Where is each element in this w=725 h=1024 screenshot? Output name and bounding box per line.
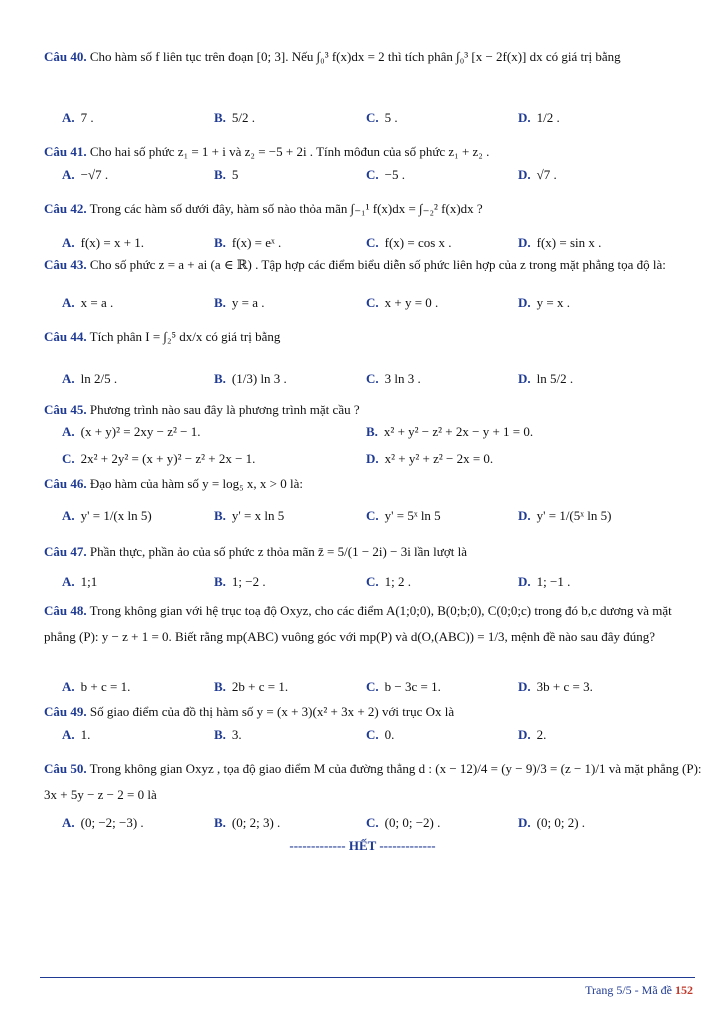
options-49	[62, 727, 705, 745]
question-label: Câu 44.	[44, 329, 87, 344]
option-d: D. (0; 0; 2) .	[518, 815, 586, 830]
question-45	[44, 401, 705, 419]
option-c: C. (0; 0; −2) .	[366, 815, 441, 830]
option-a: A. ln 2/5 .	[62, 371, 118, 386]
option-d: D. x² + y² + z² − 2x = 0.	[366, 451, 494, 466]
question-text: Trong không gian với hệ trục toạ độ Oxyz, cho các điểm A(1;0;0), B(0;b;0), C(0;0;c) trong đó b,c dương và mặt phẳng (P): y − z + 1 = 0. Biết rằng mp(ABC) vuông góc với mp(P) và d(O,(ABC)) = 1/3, mệnh đề nào sau đây đúng?	[44, 603, 672, 644]
page-footer	[585, 983, 693, 998]
option-c: C. 5 .	[366, 110, 398, 125]
question-label: Câu 49.	[44, 704, 87, 719]
option-c: C. 2x² + 2y² = (x + y)² − z² + 2x − 1.	[62, 451, 256, 466]
option-b: B. 1; −2 .	[214, 574, 266, 589]
option-d: D. 1/2 .	[518, 110, 560, 125]
question-47	[44, 543, 705, 561]
options-41	[62, 167, 705, 185]
option-b: B. 2b + c = 1.	[214, 679, 289, 694]
options-48	[62, 679, 705, 697]
options-45-row1	[62, 424, 705, 442]
option-b: B. 5/2 .	[214, 110, 256, 125]
options-44	[62, 371, 705, 389]
option-a: A. f(x) = x + 1.	[62, 235, 145, 250]
question-label: Câu 50.	[44, 761, 87, 776]
question-46	[44, 475, 705, 493]
options-45-row2	[62, 451, 705, 469]
options-42	[62, 235, 705, 253]
footer-divider	[40, 977, 695, 978]
question-text: Trong các hàm số dưới đây, hàm số nào thỏa mãn ∫₋₁¹ f(x)dx = ∫₋₂² f(x)dx ?	[89, 201, 483, 216]
option-b: B. y = a .	[214, 295, 265, 310]
option-a: A. 1.	[62, 727, 91, 742]
option-c: C. 3 ln 3 .	[366, 371, 421, 386]
question-text: Số giao điểm của đồ thị hàm số y = (x + 3)(x² + 3x + 2) với trục Ox là	[89, 704, 455, 719]
option-b: B. x² + y² − z² + 2x − y + 1 = 0.	[366, 424, 534, 439]
option-a: A. x = a .	[62, 295, 114, 310]
question-text: Đạo hàm của hàm số y = log₅ x, x > 0 là:	[89, 476, 303, 491]
question-label: Câu 40.	[44, 49, 87, 64]
options-40	[62, 110, 705, 128]
option-a: A. −√7 .	[62, 167, 109, 182]
question-text: Cho số phức z = a + ai (a ∈ ℝ) . Tập hợp các điểm biểu diễn số phức liên hợp của z trong mặt phẳng tọa độ là:	[89, 257, 666, 272]
option-b: B. 5	[214, 167, 239, 182]
option-b: B. y' = x ln 5	[214, 508, 285, 523]
end-marker: ------------- HẾT -------------	[289, 838, 436, 853]
question-label: Câu 42.	[44, 201, 87, 216]
option-d: D. f(x) = sin x .	[518, 235, 602, 250]
option-b: B. (1/3) ln 3 .	[214, 371, 287, 386]
options-43	[62, 295, 705, 313]
option-c: C. x + y = 0 .	[366, 295, 439, 310]
question-label: Câu 46.	[44, 476, 87, 491]
option-a: A. 1;1	[62, 574, 98, 589]
question-text: Trong không gian Oxyz , tọa độ giao điểm M của đường thẳng d : (x − 12)/4 = (y − 9)/3 = (z − 1)/1 và mặt phẳng (P): 3x + 5y − z − 2 = 0 là	[44, 761, 702, 802]
options-47	[62, 574, 705, 592]
option-d: D. √7 .	[518, 167, 557, 182]
option-b: B. 3.	[214, 727, 242, 742]
question-text: Phần thực, phần ảo của số phức z thỏa mãn z̄ = 5/(1 − 2i) − 3i lần lượt là	[89, 544, 467, 559]
option-a: A. b + c = 1.	[62, 679, 131, 694]
option-b: B. f(x) = eˣ .	[214, 235, 282, 250]
option-b: B. (0; 2; 3) .	[214, 815, 281, 830]
page-number: Trang 5/5 - Mã đề	[585, 983, 672, 997]
option-d: D. y = x .	[518, 295, 570, 310]
question-label: Câu 47.	[44, 544, 87, 559]
question-44	[44, 328, 705, 346]
option-d: D. 2.	[518, 727, 547, 742]
option-c: C. 1; 2 .	[366, 574, 412, 589]
option-d: D. y' = 1/(5ˣ ln 5)	[518, 508, 612, 523]
option-c: C. f(x) = cos x .	[366, 235, 452, 250]
question-50	[44, 756, 705, 808]
question-label: Câu 43.	[44, 257, 87, 272]
option-a: A. y' = 1/(x ln 5)	[62, 508, 152, 523]
option-d: D. ln 5/2 .	[518, 371, 574, 386]
question-43	[44, 256, 705, 274]
option-a: A. 7 .	[62, 110, 94, 125]
question-40	[44, 48, 705, 66]
options-46	[62, 508, 705, 526]
question-41	[44, 143, 705, 161]
option-c: C. b − 3c = 1.	[366, 679, 441, 694]
question-text: Tích phân I = ∫₂⁵ dx/x có giá trị bằng	[89, 329, 281, 344]
question-text: Cho hai số phức z₁ = 1 + i và z₂ = −5 + 2i . Tính môđun của số phức z₁ + z₂ .	[89, 144, 490, 159]
option-c: C. y' = 5ˣ ln 5	[366, 508, 441, 523]
question-text: Cho hàm số f liên tục trên đoạn [0; 3]. Nếu ∫₀³ f(x)dx = 2 thì tích phân ∫₀³ [x − 2f(x)] dx có giá trị bằng	[89, 49, 621, 64]
option-c: C. −5 .	[366, 167, 405, 182]
question-label: Câu 45.	[44, 402, 87, 417]
option-a: A. (x + y)² = 2xy − z² − 1.	[62, 424, 201, 439]
options-50	[62, 815, 705, 833]
question-label: Câu 41.	[44, 144, 87, 159]
question-48	[44, 598, 705, 650]
option-d: D. 1; −1 .	[518, 574, 571, 589]
question-label: Câu 48.	[44, 603, 87, 618]
question-42	[44, 200, 705, 218]
question-text: Phương trình nào sau đây là phương trình mặt cầu ?	[89, 402, 360, 417]
exam-code: 152	[675, 983, 693, 997]
option-a: A. (0; −2; −3) .	[62, 815, 144, 830]
option-d: D. 3b + c = 3.	[518, 679, 593, 694]
question-49	[44, 703, 705, 721]
option-c: C. 0.	[366, 727, 395, 742]
